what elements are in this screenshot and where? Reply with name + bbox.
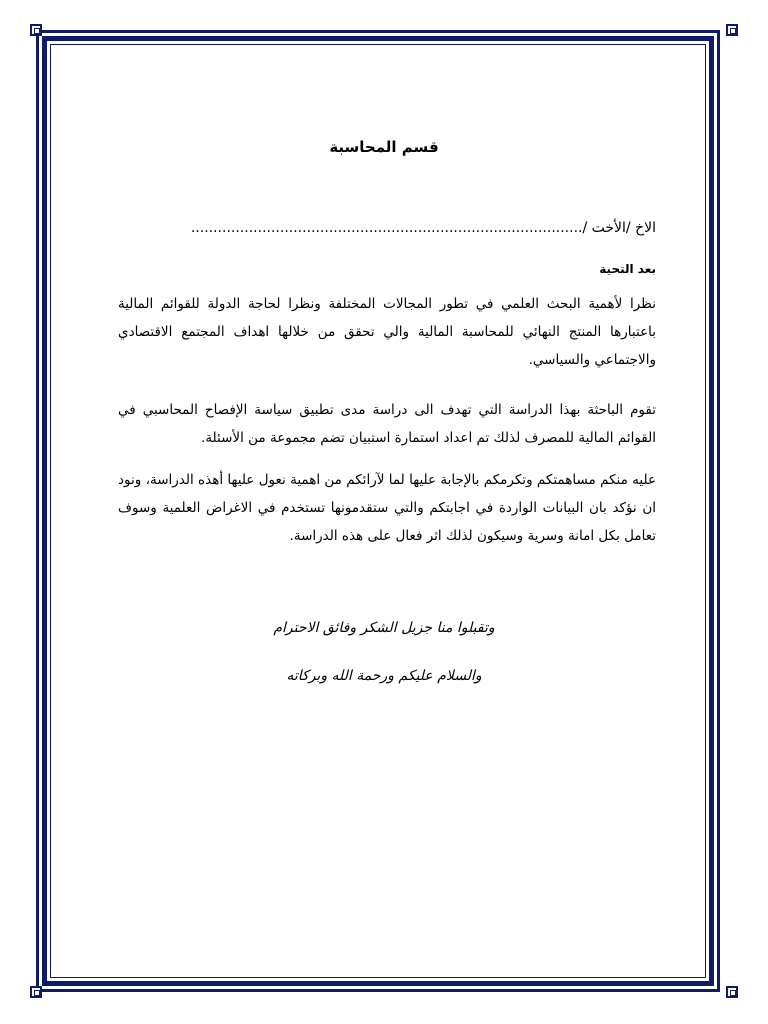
paragraph: نظرا لأهمية البحث العلمي في تطور المجالات المختلفة ونظرا لحاجة الدولة للقوائم المالية باعتبارها المنتج النهائي للمحاسبة المالية والي تحقق من خلالها اهداف المجتمع الاقتصادي والاجتماعي والسياسي. <box>118 296 656 368</box>
closing-thanks: وتقبلوا منا جزيل الشكر وفائق الاحترام <box>273 620 495 636</box>
paragraph: تقوم الباحثة بهذا الدراسة التي تهدف الى دراسة مدى تطبيق سياسة الإفصاح المحاسبي في القوائم المالية للمصرف لذلك تم اعداد استمارة استبيان تضم مجموعة من الأسئلة. <box>118 402 656 446</box>
salutation-line: الاخ /الأخت /........................................................................................ <box>190 220 656 236</box>
border-corner-ornament <box>30 24 42 36</box>
paragraph: عليه منكم مساهمتكم وتكرمكم بالإجابة عليها لما لآرائكم من اهمية نعول عليها أهذه الدراسة، ونود ان نؤكد بان البيانات الواردة في اجابتكم والتي ستقدمونها تستخدم في الاغراض العلمية وسوف تعامل بكل امانة وسرية وسيكون لذلك اثر فعال على هذه الدراسة. <box>118 472 656 544</box>
border-corner-ornament <box>30 986 42 998</box>
border-corner-ornament <box>726 24 738 36</box>
greeting: بعد التحية <box>599 262 656 276</box>
document-title: قسم المحاسبة <box>329 138 439 156</box>
border-corner-ornament <box>726 986 738 998</box>
closing-regards: والسلام عليكم ورحمة الله وبركاته <box>286 668 482 684</box>
